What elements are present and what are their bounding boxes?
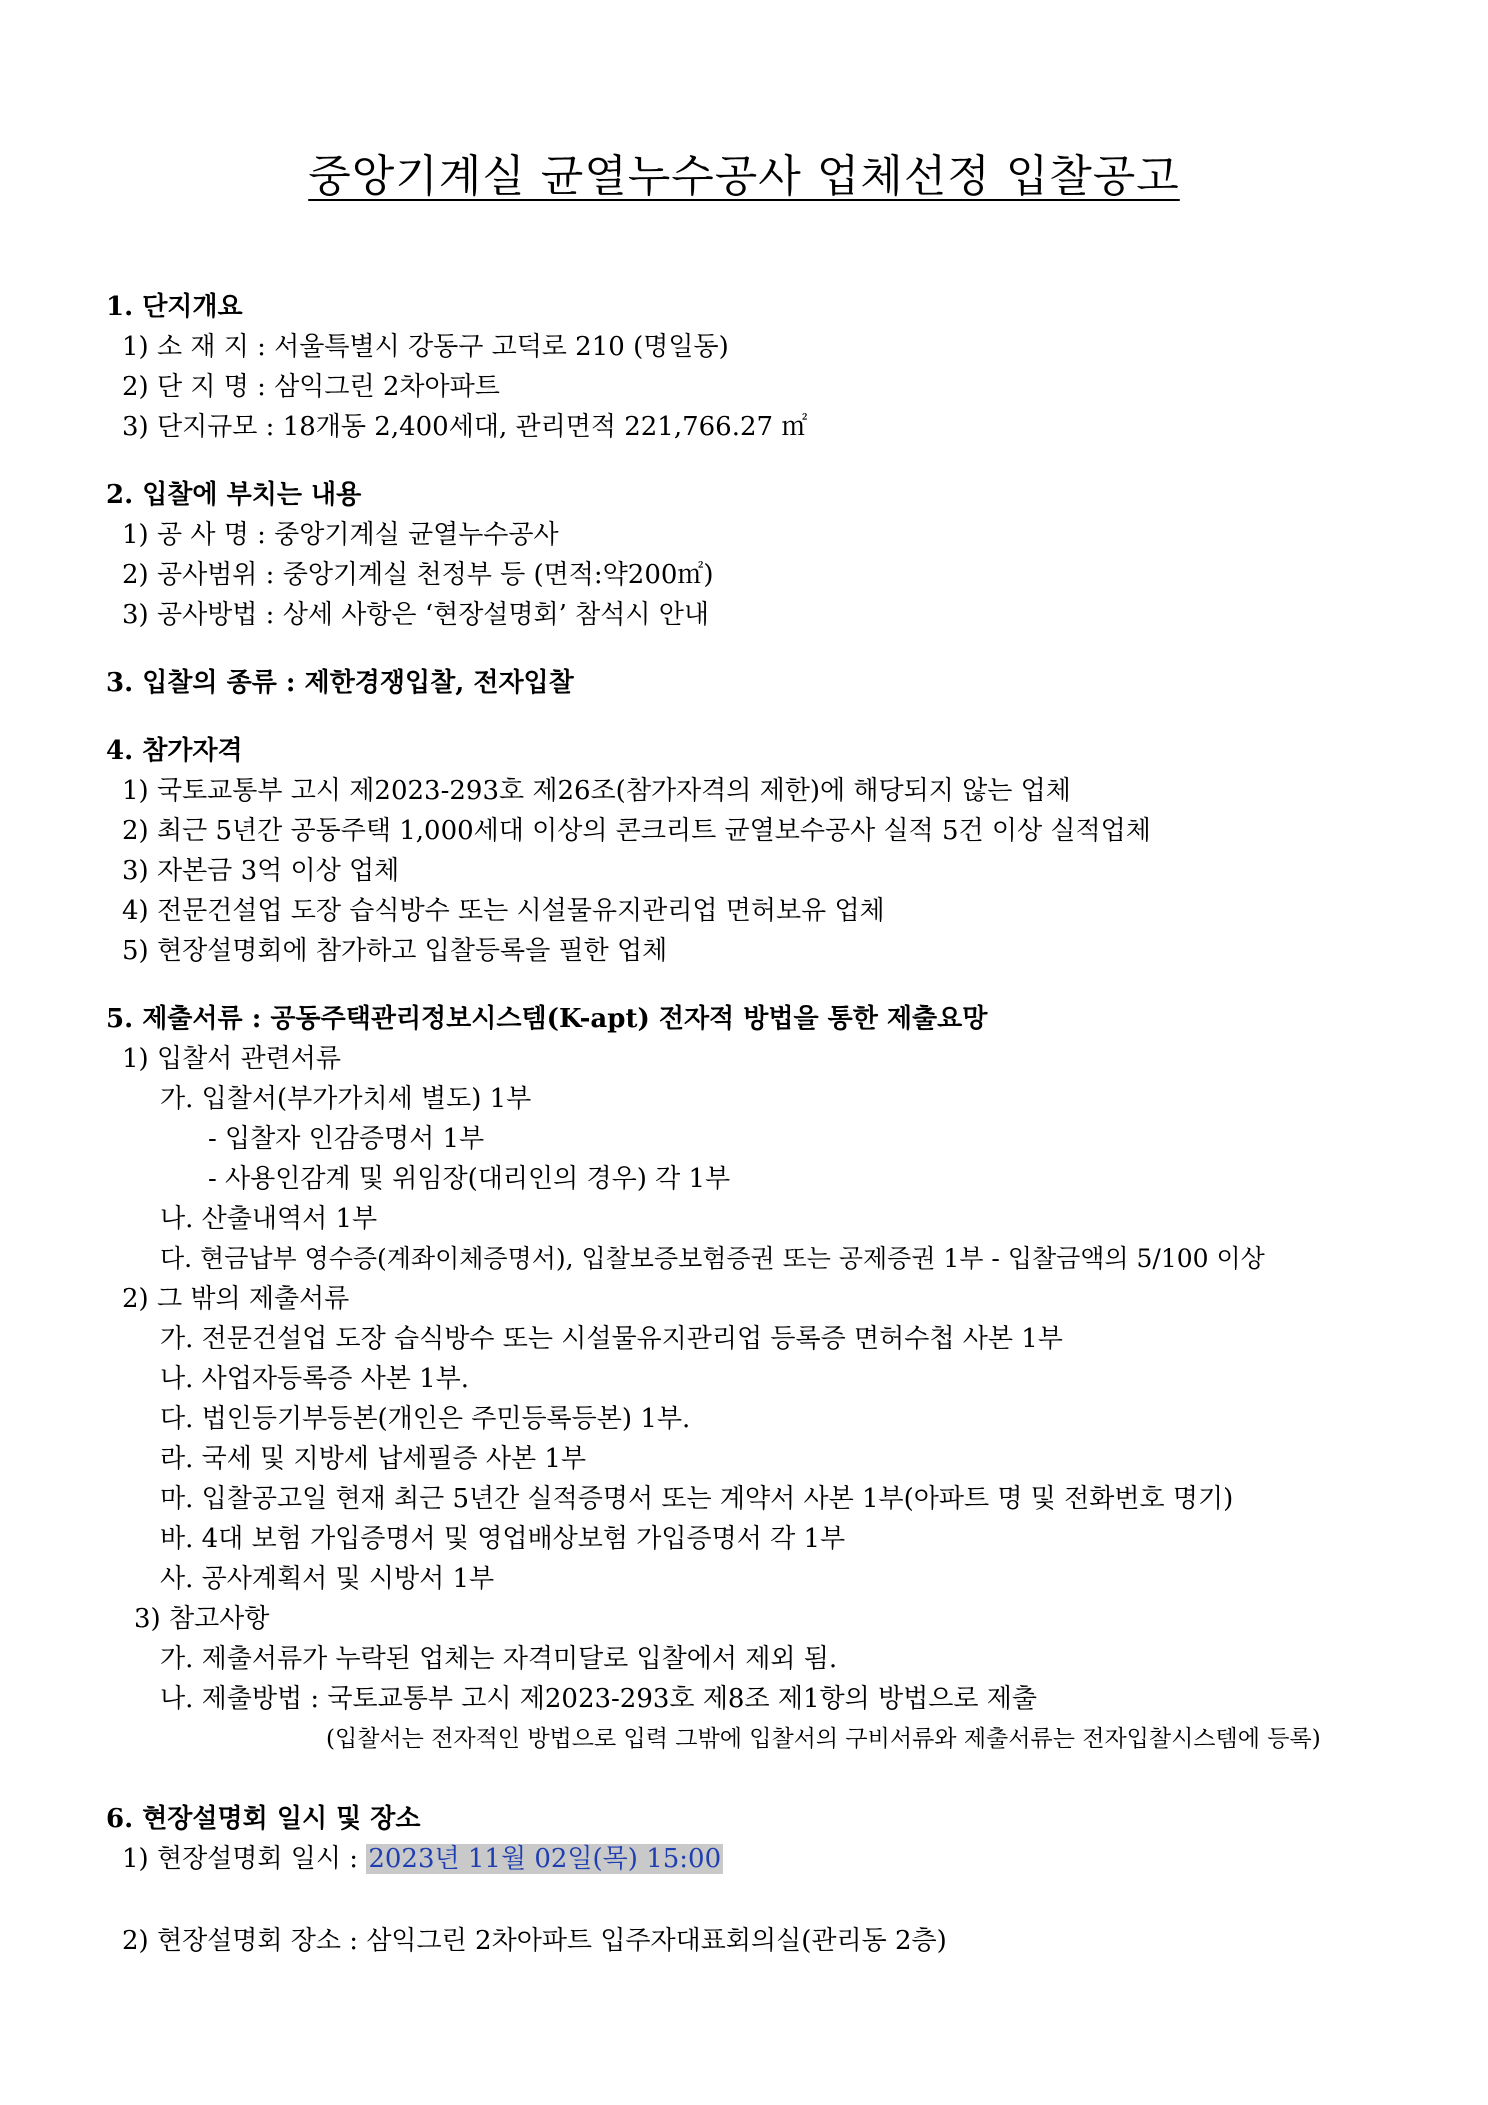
page-title — [0, 140, 1488, 204]
s4-item-3: 3) 자본금 3억 이상 업체 — [122, 856, 400, 886]
s6-date-highlight: 2023년 11월 02일(목) 15:00 — [368, 1844, 722, 1874]
s5-sub1-ga-detail-2: - 사용인감계 및 위임장(대리인의 경우) 각 1부 — [208, 1164, 731, 1194]
s5-sub1-da: 다. 현금납부 영수증(계좌이체증명서), 입찰보증보험증권 또는 공제증권 1부 - 입찰금액의 5/100 이상 — [160, 1244, 1265, 1273]
s5-sub2-item-na: 나. 사업자등록증 사본 1부. — [160, 1364, 470, 1394]
s6-place-line: 2) 현장설명회 장소 : 삼익그린 2차아파트 입주자대표회의실(관리동 2층) — [122, 1926, 947, 1956]
section-1-heading: 1. 단지개요 — [106, 292, 243, 322]
s5-sub2-item-ma: 마. 입찰공고일 현재 최근 5년간 실적증명서 또는 계약서 사본 1부(아파트 명 및 전화번호 명기) — [160, 1484, 1234, 1514]
s5-sub1-label: 1) 입찰서 관련서류 — [122, 1044, 342, 1074]
s4-item-4: 4) 전문건설업 도장 습식방수 또는 시설물유지관리업 면허보유 업체 — [122, 896, 885, 926]
s5-sub2-item-sa: 사. 공사계획서 및 시방서 1부 — [160, 1564, 495, 1594]
s5-sub1-ga: 가. 입찰서(부가가치세 별도) 1부 — [160, 1084, 532, 1114]
s1-item-1: 1) 소 재 지 : 서울특별시 강동구 고덕로 210 (명일동) — [122, 332, 729, 362]
s2-item-1: 1) 공 사 명 : 중앙기계실 균열누수공사 — [122, 520, 559, 550]
s5-sub3-label: 3) 참고사항 — [134, 1604, 270, 1634]
s2-item-3: 3) 공사방법 : 상세 사항은 ‘현장설명회’ 참석시 안내 — [122, 600, 710, 630]
section-2-heading: 2. 입찰에 부치는 내용 — [106, 480, 362, 510]
s5-sub1-na: 나. 산출내역서 1부 — [160, 1204, 378, 1234]
title-text: 중앙기계실 균열누수공사 업체선정 입찰공고 — [308, 151, 1180, 202]
section-5-heading: 5. 제출서류 : 공동주택관리정보시스템(K-apt) 전자적 방법을 통한 제출요망 — [106, 1004, 988, 1034]
section-3-heading: 3. 입찰의 종류 : 제한경쟁입찰, 전자입찰 — [106, 668, 574, 698]
s6-date-line — [122, 1842, 723, 1876]
s6-date-label: 1) 현장설명회 일시 : — [122, 1844, 367, 1874]
s4-item-5: 5) 현장설명회에 참가하고 입찰등록을 필한 업체 — [122, 936, 668, 966]
s4-item-2: 2) 최근 5년간 공동주택 1,000세대 이상의 콘크리트 균열보수공사 실적 5건 이상 실적업체 — [122, 816, 1151, 846]
s5-sub2-item-da: 다. 법인등기부등본(개인은 주민등록등본) 1부. — [160, 1404, 691, 1434]
s5-sub3-note: (입찰서는 전자적인 방법으로 입력 그밖에 입찰서의 구비서류와 제출서류는 전자입찰시스템에 등록) — [326, 1726, 1321, 1752]
s1-item-2: 2) 단 지 명 : 삼익그린 2차아파트 — [122, 372, 500, 402]
s5-sub2-item-ba: 바. 4대 보험 가입증명서 및 영업배상보험 가입증명서 각 1부 — [160, 1524, 846, 1554]
s5-sub2-item-ga: 가. 전문건설업 도장 습식방수 또는 시설물유지관리업 등록증 면허수첩 사본 1부 — [160, 1324, 1063, 1354]
s5-sub2-item-ra: 라. 국세 및 지방세 납세필증 사본 1부 — [160, 1444, 587, 1474]
s2-item-2: 2) 공사범위 : 중앙기계실 천정부 등 (면적:약200㎡) — [122, 560, 714, 590]
s1-item-3: 3) 단지규모 : 18개동 2,400세대, 관리면적 221,766.27 ㎡ — [122, 412, 808, 442]
s5-sub2-label: 2) 그 밖의 제출서류 — [122, 1284, 350, 1314]
s4-item-1: 1) 국토교통부 고시 제2023-293호 제26조(참가자격의 제한)에 해당되지 않는 업체 — [122, 776, 1071, 806]
section-6-heading: 6. 현장설명회 일시 및 장소 — [106, 1804, 421, 1834]
s5-sub3-na: 나. 제출방법 : 국토교통부 고시 제2023-293호 제8조 제1항의 방법으로 제출 — [160, 1684, 1037, 1714]
s5-sub1-ga-detail-1: - 입찰자 인감증명서 1부 — [208, 1124, 485, 1154]
s5-sub3-ga: 가. 제출서류가 누락된 업체는 자격미달로 입찰에서 제외 됨. — [160, 1644, 838, 1674]
section-4-heading: 4. 참가자격 — [106, 736, 243, 766]
